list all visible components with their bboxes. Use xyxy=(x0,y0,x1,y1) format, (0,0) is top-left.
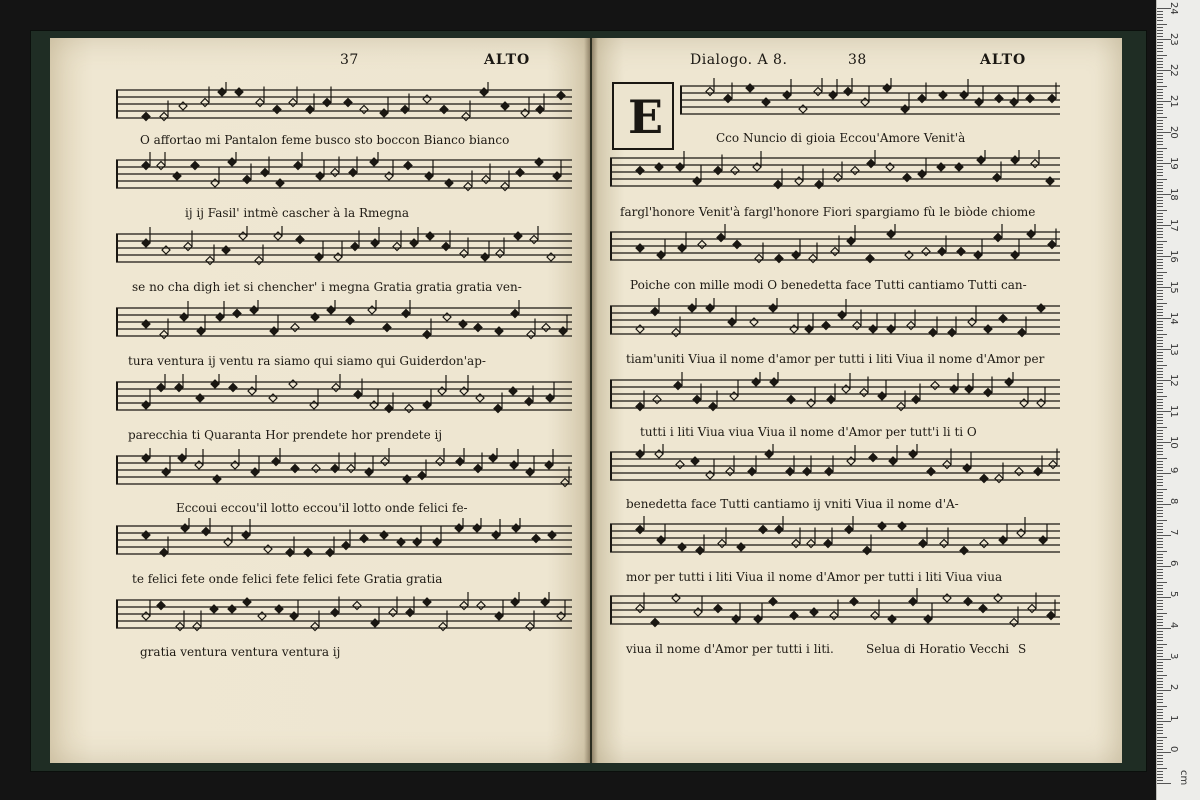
ruler-tick xyxy=(1157,594,1163,595)
ruler-tick xyxy=(1157,73,1163,74)
left-staff-7 xyxy=(116,518,572,564)
left-lyric-line-7: te felici fete onde felici fete felici fete Gratia gratia xyxy=(132,572,443,586)
left-staff-8 xyxy=(116,592,572,638)
ruler-tick xyxy=(1157,712,1163,713)
ruler-tick xyxy=(1157,343,1163,344)
ruler-tick xyxy=(1157,560,1163,561)
ruler-tick xyxy=(1157,61,1163,62)
ruler-tick xyxy=(1157,334,1167,335)
ruler-number: 20 xyxy=(1168,126,1179,139)
ruler-tick xyxy=(1157,299,1163,300)
left-page-number: 37 xyxy=(340,52,359,68)
ruler-tick xyxy=(1157,619,1163,620)
ruler-tick xyxy=(1157,79,1163,80)
ruler-tick xyxy=(1157,448,1163,449)
ruler-tick xyxy=(1157,405,1163,406)
ruler-tick xyxy=(1157,365,1167,366)
ruler-tick xyxy=(1157,563,1163,564)
ruler-tick xyxy=(1157,175,1163,176)
ruler-tick xyxy=(1157,262,1163,263)
ruler-tick xyxy=(1157,265,1163,266)
ruler-tick xyxy=(1157,160,1163,161)
ruler-tick xyxy=(1157,231,1163,232)
ruler-tick xyxy=(1157,730,1163,731)
ruler-tick xyxy=(1157,625,1163,626)
ruler-tick xyxy=(1157,253,1163,254)
ruler-tick xyxy=(1157,154,1163,155)
ruler-tick xyxy=(1157,107,1163,108)
ruler-number: 11 xyxy=(1168,405,1179,418)
initial-letter: E xyxy=(628,90,664,144)
ruler-tick xyxy=(1157,492,1163,493)
ruler-number: 1 xyxy=(1168,715,1179,722)
ruler-tick xyxy=(1157,768,1167,769)
right-page-number: 38 xyxy=(848,52,867,68)
ruler-tick xyxy=(1157,671,1163,672)
right-staff-8 xyxy=(610,588,1060,634)
ruler-tick xyxy=(1157,761,1163,762)
ruler-tick xyxy=(1157,166,1163,167)
ruler-tick xyxy=(1157,247,1163,248)
left-lyric-line-5: parecchia ti Quaranta Hor prendete hor prendete ij xyxy=(128,428,443,442)
ruler-tick xyxy=(1157,532,1163,533)
ruler-tick xyxy=(1157,278,1163,279)
ruler-tick xyxy=(1157,89,1163,90)
ruler-tick xyxy=(1157,352,1163,353)
ruler-tick xyxy=(1157,706,1167,707)
right-lyric-line-5: tutti i liti Viua viua Viua il nome d'Amor per tutt'i li ti O xyxy=(640,425,977,439)
ruler-tick xyxy=(1157,544,1163,545)
ruler-tick xyxy=(1157,110,1163,111)
decorated-initial xyxy=(612,82,674,150)
ruler-tick xyxy=(1157,98,1163,99)
ruler-tick xyxy=(1157,296,1163,297)
ruler-tick xyxy=(1157,324,1163,325)
ruler-tick xyxy=(1157,237,1163,238)
ruler-tick xyxy=(1157,668,1163,669)
ruler-tick xyxy=(1157,293,1163,294)
ruler-tick xyxy=(1157,340,1163,341)
ruler-tick xyxy=(1157,197,1163,198)
ruler-tick xyxy=(1157,303,1167,304)
ruler-tick xyxy=(1157,507,1163,508)
ruler-number: 18 xyxy=(1168,188,1179,201)
right-voice-label: ALTO xyxy=(980,52,1027,68)
ruler-tick xyxy=(1157,358,1163,359)
ruler-tick xyxy=(1157,699,1163,700)
ruler-number: 14 xyxy=(1168,312,1179,325)
ruler-tick xyxy=(1157,144,1163,145)
ruler-tick xyxy=(1157,113,1163,114)
ruler-tick xyxy=(1157,228,1163,229)
ruler-tick xyxy=(1157,42,1163,43)
ruler-tick xyxy=(1157,312,1163,313)
ruler-tick xyxy=(1157,458,1167,459)
right-lyric-line-7: mor per tutti i liti Viua il nome d'Amor per tutti i liti Viua viua xyxy=(626,570,1003,584)
right-lyric-line-1: Cco Nuncio di gioia Eccou'Amore Venit'à xyxy=(716,131,966,145)
ruler-number: 23 xyxy=(1168,33,1179,46)
right-footer-credit: Selua di Horatio Vecchi xyxy=(866,642,1010,656)
ruler-tick xyxy=(1157,141,1163,142)
ruler-tick xyxy=(1157,764,1163,765)
ruler-tick xyxy=(1157,420,1163,421)
ruler-tick xyxy=(1157,368,1163,369)
ruler-tick xyxy=(1157,126,1163,127)
ruler-tick xyxy=(1157,64,1163,65)
ruler-tick xyxy=(1157,67,1163,68)
ruler-tick xyxy=(1157,216,1163,217)
ruler-tick xyxy=(1157,151,1163,152)
ruler-tick xyxy=(1157,129,1163,130)
ruler-tick xyxy=(1157,55,1167,56)
ruler-tick xyxy=(1157,445,1163,446)
ruler-tick xyxy=(1157,377,1163,378)
ruler-tick xyxy=(1157,234,1163,235)
ruler-number: 24 xyxy=(1168,2,1179,15)
ruler-tick xyxy=(1157,513,1163,514)
ruler-tick xyxy=(1157,771,1163,772)
ruler-tick xyxy=(1157,631,1163,632)
ruler-number: 22 xyxy=(1168,64,1179,77)
ruler-tick xyxy=(1157,315,1163,316)
ruler-tick xyxy=(1157,417,1163,418)
ruler-tick xyxy=(1157,182,1163,183)
ruler-tick xyxy=(1157,321,1163,322)
ruler-number: 7 xyxy=(1168,529,1179,536)
ruler-tick xyxy=(1157,337,1163,338)
ruler-tick xyxy=(1157,737,1167,738)
ruler-tick xyxy=(1157,135,1163,136)
left-lyric-line-6: Eccoui eccou'il lotto eccou'il lotto onde felici fe- xyxy=(176,501,468,515)
ruler-tick xyxy=(1157,498,1163,499)
left-lyric-line-2: ij ij Fasil' intmè cascher à la Rmegna xyxy=(185,206,410,220)
ruler-tick xyxy=(1157,120,1163,121)
ruler-tick xyxy=(1157,733,1163,734)
ruler-tick xyxy=(1157,547,1163,548)
ruler-tick xyxy=(1157,386,1163,387)
ruler-tick xyxy=(1157,191,1163,192)
right-page-title: Dialogo. A 8. xyxy=(690,52,788,68)
ruler-tick xyxy=(1157,461,1163,462)
ruler-tick xyxy=(1157,361,1163,362)
ruler-tick xyxy=(1157,82,1163,83)
ruler-tick xyxy=(1157,681,1163,682)
left-lyric-line-8: gratia ventura ventura ventura ij xyxy=(140,645,341,659)
ruler-tick xyxy=(1157,640,1163,641)
ruler-tick xyxy=(1157,250,1163,251)
ruler-tick xyxy=(1157,86,1167,87)
ruler-tick xyxy=(1157,203,1163,204)
ruler-tick xyxy=(1157,355,1163,356)
ruler-tick xyxy=(1157,430,1163,431)
ruler-tick xyxy=(1157,309,1163,310)
ruler-tick xyxy=(1157,48,1163,49)
ruler-tick xyxy=(1157,634,1163,635)
ruler-tick xyxy=(1157,780,1163,781)
left-staff-3 xyxy=(116,226,572,272)
ruler-tick xyxy=(1157,637,1163,638)
ruler-tick xyxy=(1157,383,1163,384)
right-staff-5 xyxy=(610,372,1060,418)
ruler-tick xyxy=(1157,495,1163,496)
left-staff-2 xyxy=(116,152,572,198)
ruler-tick xyxy=(1157,30,1163,31)
right-lyric-line-8: viua il nome d'Amor per tutti i liti. xyxy=(626,642,834,656)
right-staff-7 xyxy=(610,516,1060,562)
right-lyric-line-6: benedetta face Tutti cantiamo ij vniti Viua il nome d'A- xyxy=(626,497,959,511)
ruler-tick xyxy=(1157,11,1163,12)
ruler-tick xyxy=(1157,572,1163,573)
ruler-tick xyxy=(1157,675,1167,676)
right-lyric-line-2: fargl'honore Venit'à fargl'honore Fiori spargiamo fù le biòde chiome xyxy=(620,205,1036,219)
ruler-tick xyxy=(1157,696,1163,697)
ruler-number: 13 xyxy=(1168,343,1179,356)
ruler-tick xyxy=(1157,687,1163,688)
ruler-tick xyxy=(1157,709,1163,710)
right-staff-2 xyxy=(610,150,1060,196)
ruler-tick xyxy=(1157,526,1163,527)
ruler-tick xyxy=(1157,609,1163,610)
ruler-tick xyxy=(1157,219,1163,220)
ruler-tick xyxy=(1157,715,1163,716)
ruler-number: 10 xyxy=(1168,436,1179,449)
right-staff-6 xyxy=(610,444,1060,490)
ruler-tick xyxy=(1157,451,1163,452)
ruler-tick xyxy=(1157,414,1163,415)
ruler-tick xyxy=(1157,200,1163,201)
ruler-tick xyxy=(1157,188,1163,189)
ruler-tick xyxy=(1157,538,1163,539)
ruler-tick xyxy=(1157,467,1163,468)
ruler-number: 19 xyxy=(1168,157,1179,170)
ruler-tick xyxy=(1157,399,1163,400)
ruler-tick xyxy=(1157,92,1163,93)
ruler-tick xyxy=(1157,529,1163,530)
ruler-tick xyxy=(1157,644,1167,645)
ruler-tick xyxy=(1157,76,1163,77)
left-staff-5 xyxy=(116,374,572,420)
ruler-tick xyxy=(1157,95,1163,96)
left-staff-1 xyxy=(116,82,572,128)
ruler-tick xyxy=(1157,123,1163,124)
ruler-tick xyxy=(1157,281,1163,282)
ruler-tick xyxy=(1157,582,1167,583)
ruler-tick xyxy=(1157,17,1163,18)
ruler-tick xyxy=(1157,749,1163,750)
ruler-tick xyxy=(1157,476,1163,477)
ruler-tick xyxy=(1157,575,1163,576)
ruler-tick xyxy=(1157,454,1163,455)
ruler-unit: cm xyxy=(1178,770,1189,786)
ruler-tick xyxy=(1157,665,1163,666)
ruler-tick xyxy=(1157,402,1163,403)
ruler-tick xyxy=(1157,20,1163,21)
ruler-tick xyxy=(1157,603,1163,604)
ruler-tick xyxy=(1157,51,1163,52)
ruler-tick xyxy=(1157,272,1167,273)
ruler-number: 4 xyxy=(1168,622,1179,629)
ruler-number: 8 xyxy=(1168,498,1179,505)
ruler-tick xyxy=(1157,613,1167,614)
ruler-tick xyxy=(1157,489,1167,490)
ruler-tick xyxy=(1157,662,1163,663)
ruler-tick xyxy=(1157,185,1163,186)
ruler-number: 5 xyxy=(1168,591,1179,598)
ruler-tick xyxy=(1157,551,1167,552)
ruler-tick xyxy=(1157,724,1163,725)
ruler-number: 0 xyxy=(1168,746,1179,753)
ruler-tick xyxy=(1157,24,1167,25)
right-staff-4 xyxy=(610,298,1060,344)
left-staff-6 xyxy=(116,448,572,494)
ruler-tick xyxy=(1157,148,1167,149)
ruler-tick xyxy=(1157,501,1163,502)
ruler-tick xyxy=(1157,650,1163,651)
right-signature-mark: S xyxy=(1018,642,1027,656)
ruler-tick xyxy=(1157,275,1163,276)
left-lyric-line-3: se no cha digh iet si chencher' i megna Gratia gratia gratia ven- xyxy=(132,280,522,294)
ruler-tick xyxy=(1157,306,1163,307)
ruler-tick xyxy=(1157,702,1163,703)
ruler-tick xyxy=(1157,117,1167,118)
ruler-tick xyxy=(1157,58,1163,59)
ruler-tick xyxy=(1157,408,1163,409)
ruler-tick xyxy=(1157,222,1163,223)
ruler-tick xyxy=(1157,392,1163,393)
ruler-tick xyxy=(1157,479,1163,480)
ruler-tick xyxy=(1157,169,1163,170)
ruler-tick xyxy=(1157,656,1163,657)
ruler-tick xyxy=(1157,346,1163,347)
ruler-tick xyxy=(1157,743,1163,744)
ruler-tick xyxy=(1157,758,1163,759)
ruler-tick xyxy=(1157,244,1163,245)
ruler-tick xyxy=(1157,647,1163,648)
left-voice-label: ALTO xyxy=(484,52,531,68)
ruler-number: 17 xyxy=(1168,219,1179,232)
ruler-tick xyxy=(1157,554,1163,555)
ruler-tick xyxy=(1157,740,1163,741)
ruler-tick xyxy=(1157,591,1163,592)
ruler-tick xyxy=(1157,259,1163,260)
ruler-tick xyxy=(1157,578,1163,579)
ruler-tick xyxy=(1157,157,1163,158)
ruler-tick xyxy=(1157,485,1163,486)
ruler-tick xyxy=(1157,427,1167,428)
ruler-tick xyxy=(1157,774,1163,775)
left-lyric-line-4: tura ventura ij ventu ra siamo qui siamo qui Guiderdon'ap- xyxy=(128,354,486,368)
ruler-number: 15 xyxy=(1168,281,1179,294)
ruler-tick xyxy=(1157,371,1163,372)
ruler-tick xyxy=(1157,600,1163,601)
ruler-tick xyxy=(1157,718,1163,719)
ruler-tick xyxy=(1157,439,1163,440)
book-gutter xyxy=(584,38,598,763)
ruler-tick xyxy=(1157,482,1163,483)
ruler-tick xyxy=(1157,433,1163,434)
ruler-tick xyxy=(1157,464,1163,465)
ruler-tick xyxy=(1157,569,1163,570)
ruler-tick xyxy=(1157,241,1167,242)
ruler-tick xyxy=(1157,374,1163,375)
ruler-tick xyxy=(1157,746,1163,747)
ruler-tick xyxy=(1157,36,1163,37)
ruler-tick xyxy=(1157,777,1163,778)
ruler-tick xyxy=(1157,585,1163,586)
ruler-tick xyxy=(1157,330,1163,331)
ruler-tick xyxy=(1157,727,1163,728)
ruler-tick xyxy=(1157,284,1163,285)
right-lyric-line-3: Poiche con mille modi O benedetta face Tutti cantiamo Tutti can- xyxy=(630,278,1027,292)
ruler-tick xyxy=(1157,33,1163,34)
left-lyric-line-1: O affortao mi Pantalon feme busco sto boccon Bianco bianco xyxy=(140,133,510,147)
ruler-tick xyxy=(1157,213,1163,214)
ruler-number: 2 xyxy=(1168,684,1179,691)
ruler-tick xyxy=(1157,616,1163,617)
ruler-number: 3 xyxy=(1168,653,1179,660)
ruler-tick xyxy=(1157,396,1167,397)
ruler-number: 9 xyxy=(1168,467,1179,474)
ruler-tick xyxy=(1157,172,1163,173)
ruler-tick xyxy=(1157,755,1163,756)
ruler-tick xyxy=(1157,138,1163,139)
ruler-tick xyxy=(1157,523,1163,524)
ruler-tick xyxy=(1157,678,1163,679)
ruler-tick xyxy=(1157,622,1163,623)
ruler-tick xyxy=(1157,520,1167,521)
ruler-number: 6 xyxy=(1168,560,1179,567)
ruler-tick xyxy=(1157,389,1163,390)
ruler-tick xyxy=(1157,27,1163,28)
ruler-tick xyxy=(1157,693,1163,694)
ruler-tick xyxy=(1157,684,1163,685)
ruler-tick xyxy=(1157,516,1163,517)
ruler-tick xyxy=(1157,588,1163,589)
ruler-tick xyxy=(1157,14,1163,15)
ruler-tick xyxy=(1157,783,1171,784)
ruler-tick xyxy=(1157,541,1163,542)
ruler-number: 12 xyxy=(1168,374,1179,387)
right-staff-1 xyxy=(680,78,1060,124)
ruler-tick xyxy=(1157,606,1163,607)
left-staff-4 xyxy=(116,300,572,346)
ruler-tick xyxy=(1157,290,1163,291)
ruler-number: 16 xyxy=(1168,250,1179,263)
ruler-tick xyxy=(1157,45,1163,46)
ruler-tick xyxy=(1157,653,1163,654)
ruler-tick xyxy=(1157,510,1163,511)
ruler-tick xyxy=(1157,210,1167,211)
right-lyric-line-4: tiam'uniti Viua il nome d'amor per tutti i liti Viua il nome d'Amor per xyxy=(626,352,1045,366)
ruler-tick xyxy=(1157,423,1163,424)
ruler-tick xyxy=(1157,268,1163,269)
ruler-tick xyxy=(1157,436,1163,437)
ruler-tick xyxy=(1157,557,1163,558)
ruler-tick xyxy=(1157,104,1163,105)
ruler-tick xyxy=(1157,206,1163,207)
ruler-tick xyxy=(1157,327,1163,328)
ruler-tick xyxy=(1157,470,1163,471)
ruler-tick xyxy=(1157,179,1167,180)
right-staff-3 xyxy=(610,224,1060,270)
measuring-ruler xyxy=(1156,0,1200,800)
ruler-number: 21 xyxy=(1168,95,1179,108)
